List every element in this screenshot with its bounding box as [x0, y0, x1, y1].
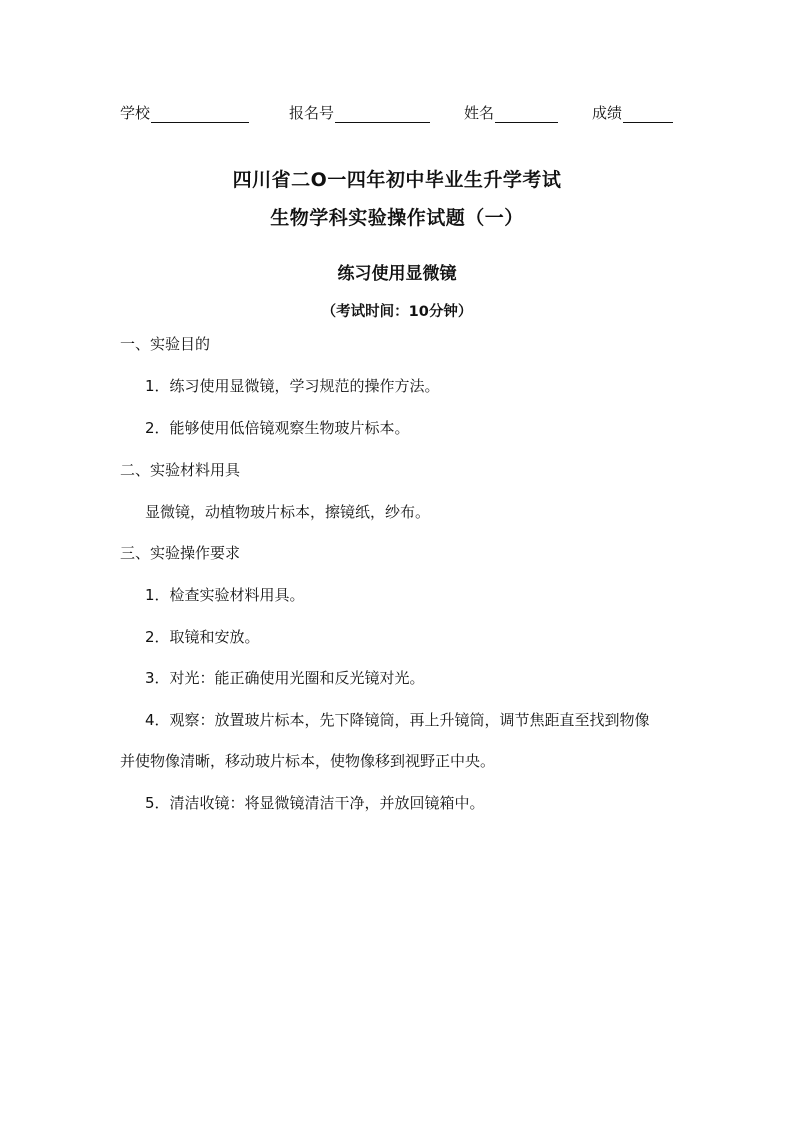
- registration-label: 报名号: [289, 104, 335, 122]
- school-label: 学校: [120, 104, 151, 122]
- section-heading-materials: 二、实验材料用具: [120, 461, 241, 479]
- materials-text: 显微镜，动植物玻片标本，擦镜纸，纱布。: [145, 503, 431, 521]
- list-item: 1．检查实验材料用具。: [145, 586, 305, 604]
- registration-field: [289, 102, 430, 123]
- score-label: 成绩: [592, 104, 623, 122]
- exam-title: 四川省二O一四年初中毕业生升学考试: [232, 169, 562, 191]
- score-blank: [623, 106, 673, 123]
- name-field: [464, 102, 558, 123]
- name-blank: [495, 106, 558, 123]
- list-item: 4．观察：放置玻片标本，先下降镜筒，再上升镜筒，调节焦距直至找到物像: [145, 711, 650, 729]
- list-item: 1．练习使用显微镜，学习规范的操作方法。: [145, 377, 440, 395]
- list-item: 2．取镜和安放。: [145, 628, 260, 646]
- exam-subtitle: 生物学科实验操作试题（一）: [270, 207, 524, 229]
- score-field: [592, 102, 673, 123]
- section-heading-purpose: 一、实验目的: [120, 335, 211, 353]
- list-item-continuation: 并使物像清晰，移动玻片标本，使物像移到视野正中央。: [120, 752, 496, 770]
- school-field: [120, 102, 249, 123]
- registration-blank: [335, 106, 430, 123]
- list-item: 5．清洁收镜：将显微镜清洁干净，并放回镜箱中。: [145, 794, 485, 812]
- school-blank: [151, 106, 249, 123]
- candidate-info-row: [120, 102, 676, 124]
- section-heading-requirements: 三、实验操作要求: [120, 544, 241, 562]
- name-label: 姓名: [464, 104, 495, 122]
- list-item: 2．能够使用低倍镜观察生物玻片标本。: [145, 419, 410, 437]
- exam-time: （考试时间：10分钟）: [321, 304, 473, 320]
- list-item: 3．对光：能正确使用光圈和反光镜对光。: [145, 669, 425, 687]
- experiment-topic: 练习使用显微镜: [337, 264, 457, 284]
